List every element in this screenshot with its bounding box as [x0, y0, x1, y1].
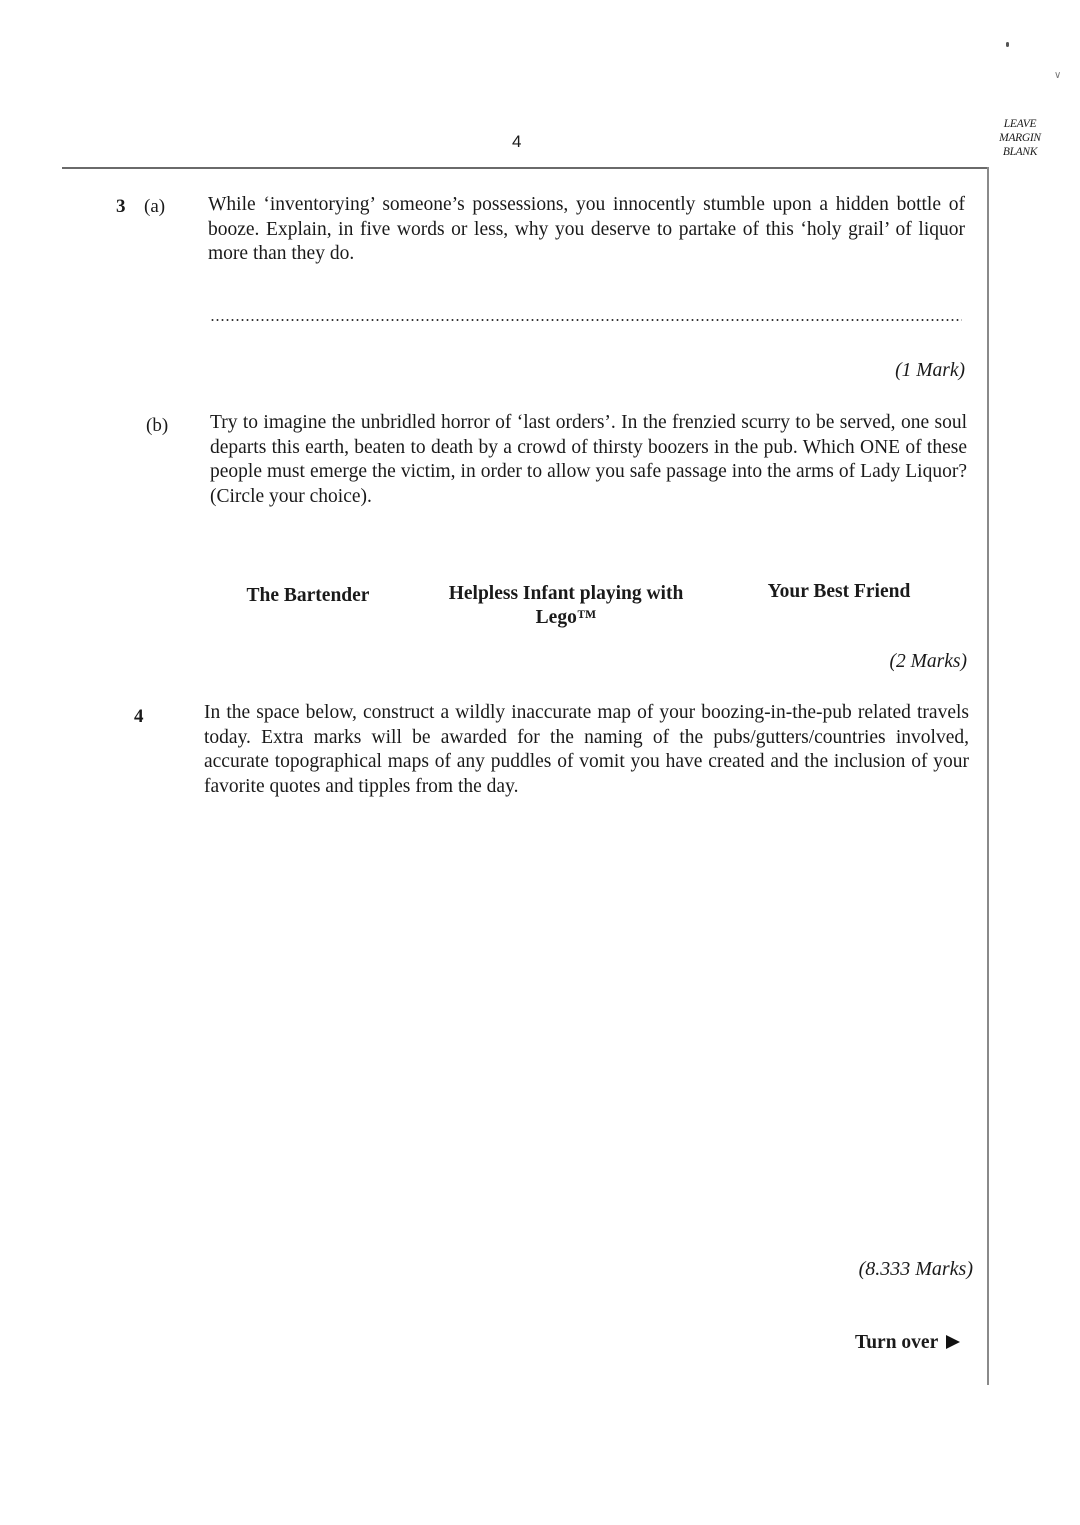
- question-3b-marks: (2 Marks): [889, 651, 967, 672]
- margin-note: [990, 117, 1050, 159]
- question-3-number: 3: [116, 196, 126, 217]
- right-triangle-icon: [946, 1335, 960, 1349]
- choice-bartender[interactable]: [224, 584, 392, 608]
- question-3a-marks: (1 Mark): [895, 360, 965, 381]
- choice-label: The Bartender: [246, 585, 370, 606]
- turn-over-note: [855, 1332, 960, 1354]
- choice-label: Your Best Friend: [767, 581, 911, 602]
- margin-rule: [987, 167, 989, 1385]
- margin-note-line: BLANK: [1002, 146, 1038, 158]
- question-3b-text: Try to imagine the unbridled horror of ‘last orders’. In the frenzied scurry to be served, one soul departs this earth, beaten to death by a crowd of thirsty boozers in the pub. Which ONE of these people must emerge the victim, in order to allow you safe passage into the arms of Lady Liquor? (Circle your choice).: [210, 412, 967, 507]
- choice-helpless-infant[interactable]: [420, 582, 712, 630]
- margin-note-line: LEAVE: [1003, 118, 1037, 130]
- choice-label-line2: Lego™: [535, 607, 597, 628]
- question-3a-label: (a): [144, 196, 166, 217]
- question-3a-text: While ‘inventorying’ someone’s possessions, you innocently stumble upon a hidden bottle of booze. Explain, in five words or less, why you deserve to partake of this ‘holy grail’ of liquor more than they do.: [208, 194, 965, 264]
- map-drawing-area[interactable]: [204, 820, 969, 1240]
- question-4-marks: (8.333 Marks): [858, 1258, 973, 1280]
- turn-over-label: Turn over: [855, 1332, 939, 1353]
- question-3b-label: (b): [146, 415, 169, 436]
- choice-best-friend[interactable]: [742, 580, 936, 604]
- page-number: 4: [512, 132, 522, 151]
- scan-tick-mark: ∨: [1054, 70, 1062, 81]
- header-rule: [62, 167, 988, 169]
- question-4-text: In the space below, construct a wildly inaccurate map of your boozing-in-the-pub related travels today. Extra marks will be awarded for the naming of the pubs/gutters/countries involved, accurate topographical maps of any puddles of vomit you have created and the inclusion of your favorite quotes and tipples from the day.: [204, 702, 969, 797]
- answer-line-3a[interactable]: [210, 318, 962, 322]
- question-4-number: 4: [134, 706, 144, 727]
- margin-note-line: MARGIN: [999, 132, 1041, 144]
- scan-speck: [1006, 42, 1009, 47]
- choice-label: Helpless Infant playing with: [448, 583, 684, 604]
